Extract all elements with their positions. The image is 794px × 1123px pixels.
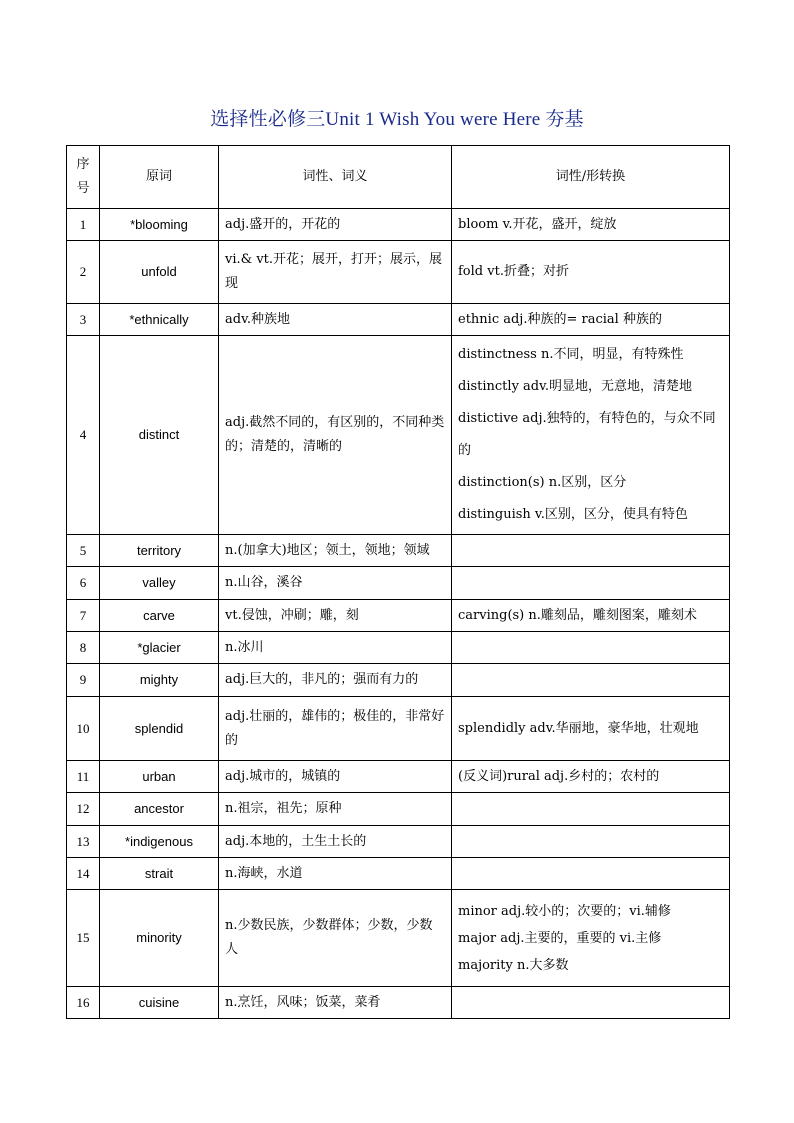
word-form-line: ethnic adj.种族的= racial 种族的 xyxy=(458,311,662,327)
row-number: 2 xyxy=(67,241,100,304)
meaning-cell: adj.截然不同的，有区别的，不同种类的；清楚的，清晰的 xyxy=(219,336,452,535)
word-cell: splendid xyxy=(100,697,219,761)
word-forms-cell xyxy=(452,304,730,336)
meaning-cell: n.祖宗，祖先；原种 xyxy=(219,793,452,826)
meaning-cell: n.烹饪，风味；饭菜，菜肴 xyxy=(219,987,452,1019)
header-word-forms: 词性/形转换 xyxy=(452,146,730,209)
table-row xyxy=(67,304,730,336)
header-meaning: 词性、词义 xyxy=(219,146,452,209)
row-number: 7 xyxy=(67,600,100,632)
word-cell: territory xyxy=(100,535,219,567)
word-cell: *ethnically xyxy=(100,304,219,336)
word-cell: *indigenous xyxy=(100,826,219,858)
table-row xyxy=(67,858,730,890)
word-form-line: bloom v.开花，盛开，绽放 xyxy=(458,216,617,232)
word-cell: urban xyxy=(100,761,219,793)
meaning-cell: vt.侵蚀，冲刷；雕，刻 xyxy=(219,600,452,632)
word-form-line: distinction(s) n.区别，区分 xyxy=(458,475,627,490)
table-row xyxy=(67,890,730,987)
word-forms-cell xyxy=(452,826,730,858)
table-row xyxy=(67,632,730,664)
table-row xyxy=(67,241,730,304)
word-forms-cell xyxy=(452,697,730,761)
word-cell: valley xyxy=(100,567,219,600)
word-forms-cell xyxy=(452,600,730,632)
meaning-cell: vi.& vt.开花；展开，打开；展示，展现 xyxy=(219,241,452,304)
word-form-line: fold vt.折叠；对折 xyxy=(458,264,569,279)
meaning-cell: adj.城市的，城镇的 xyxy=(219,761,452,793)
word-forms-cell xyxy=(452,761,730,793)
header-serial-number-text: 序号 xyxy=(76,157,90,196)
page-title: 选择性必修三Unit 1 Wish You were Here 夯基 xyxy=(210,109,584,130)
word-forms-cell xyxy=(452,209,730,241)
word-form-line: major adj.主要的，重要的 vi.主修 xyxy=(458,930,662,946)
row-number: 10 xyxy=(67,697,100,761)
table-row xyxy=(67,793,730,826)
meaning-cell: adj.壮丽的，雄伟的；极佳的，非常好的 xyxy=(219,697,452,761)
header-serial-number xyxy=(67,146,100,209)
table-row xyxy=(67,209,730,241)
row-number: 4 xyxy=(67,336,100,535)
word-form-line: splendidly adv.华丽地，豪华地，壮观地 xyxy=(458,720,699,736)
table-row xyxy=(67,535,730,567)
word-form-line: minor adj.较小的；次要的；vi.辅修 xyxy=(458,903,671,919)
word-forms-cell xyxy=(452,241,730,304)
row-number: 11 xyxy=(67,761,100,793)
meaning-cell: n.山谷，溪谷 xyxy=(219,567,452,600)
meaning-cell: adj.本地的，土生土长的 xyxy=(219,826,452,858)
word-cell: *glacier xyxy=(100,632,219,664)
table-row xyxy=(67,761,730,793)
row-number: 14 xyxy=(67,858,100,890)
word-cell: minority xyxy=(100,890,219,987)
word-form-line: carving(s) n.雕刻品，雕刻图案，雕刻术 xyxy=(458,607,697,623)
table-row xyxy=(67,600,730,632)
row-number: 12 xyxy=(67,793,100,826)
word-form-line: majority n.大多数 xyxy=(458,957,569,973)
row-number: 5 xyxy=(67,535,100,567)
word-form-line: distinctness n.不同，明显，有特殊性 xyxy=(458,347,684,362)
table-row xyxy=(67,826,730,858)
word-cell: ancestor xyxy=(100,793,219,826)
word-cell: *blooming xyxy=(100,209,219,241)
meaning-cell: adj.盛开的，开花的 xyxy=(219,209,452,241)
table-header-row xyxy=(67,146,730,209)
row-number: 9 xyxy=(67,664,100,697)
row-number: 15 xyxy=(67,890,100,987)
word-forms-cell xyxy=(452,793,730,826)
vocabulary-table xyxy=(66,145,730,1019)
table-row xyxy=(67,987,730,1019)
word-cell: strait xyxy=(100,858,219,890)
table-row xyxy=(67,664,730,697)
meaning-cell: n.海峡，水道 xyxy=(219,858,452,890)
row-number: 13 xyxy=(67,826,100,858)
word-forms-cell xyxy=(452,535,730,567)
word-cell: distinct xyxy=(100,336,219,535)
row-number: 8 xyxy=(67,632,100,664)
word-forms-cell xyxy=(452,567,730,600)
row-number: 16 xyxy=(67,987,100,1019)
word-form-line: (反义词)rural adj.乡村的；农村的 xyxy=(458,768,660,784)
header-original-word: 原词 xyxy=(100,146,219,209)
word-cell: unfold xyxy=(100,241,219,304)
table-row xyxy=(67,336,730,535)
meaning-cell: n.少数民族，少数群体；少数，少数人 xyxy=(219,890,452,987)
word-cell: carve xyxy=(100,600,219,632)
word-cell: cuisine xyxy=(100,987,219,1019)
table-row xyxy=(67,697,730,761)
row-number: 3 xyxy=(67,304,100,336)
word-cell: mighty xyxy=(100,664,219,697)
table-body xyxy=(67,209,730,1019)
word-forms-cell xyxy=(452,664,730,697)
word-forms-cell xyxy=(452,987,730,1019)
word-form-line: distinguish v.区别，区分，使具有特色 xyxy=(458,507,688,522)
word-forms-cell xyxy=(452,632,730,664)
meaning-cell: n.(加拿大)地区；领土，领地；领域 xyxy=(219,535,452,567)
word-forms-cell xyxy=(452,890,730,987)
row-number: 6 xyxy=(67,567,100,600)
word-forms-cell xyxy=(452,858,730,890)
table-row xyxy=(67,567,730,600)
meaning-cell: adv.种族地 xyxy=(219,304,452,336)
meaning-cell: n.冰川 xyxy=(219,632,452,664)
row-number: 1 xyxy=(67,209,100,241)
word-form-line: distictive adj.独特的，有特色的，与众不同的 xyxy=(458,411,716,458)
word-forms-cell xyxy=(452,336,730,535)
meaning-cell: adj.巨大的，非凡的；强而有力的 xyxy=(219,664,452,697)
word-form-line: distinctly adv.明显地，无意地，清楚地 xyxy=(458,379,693,394)
